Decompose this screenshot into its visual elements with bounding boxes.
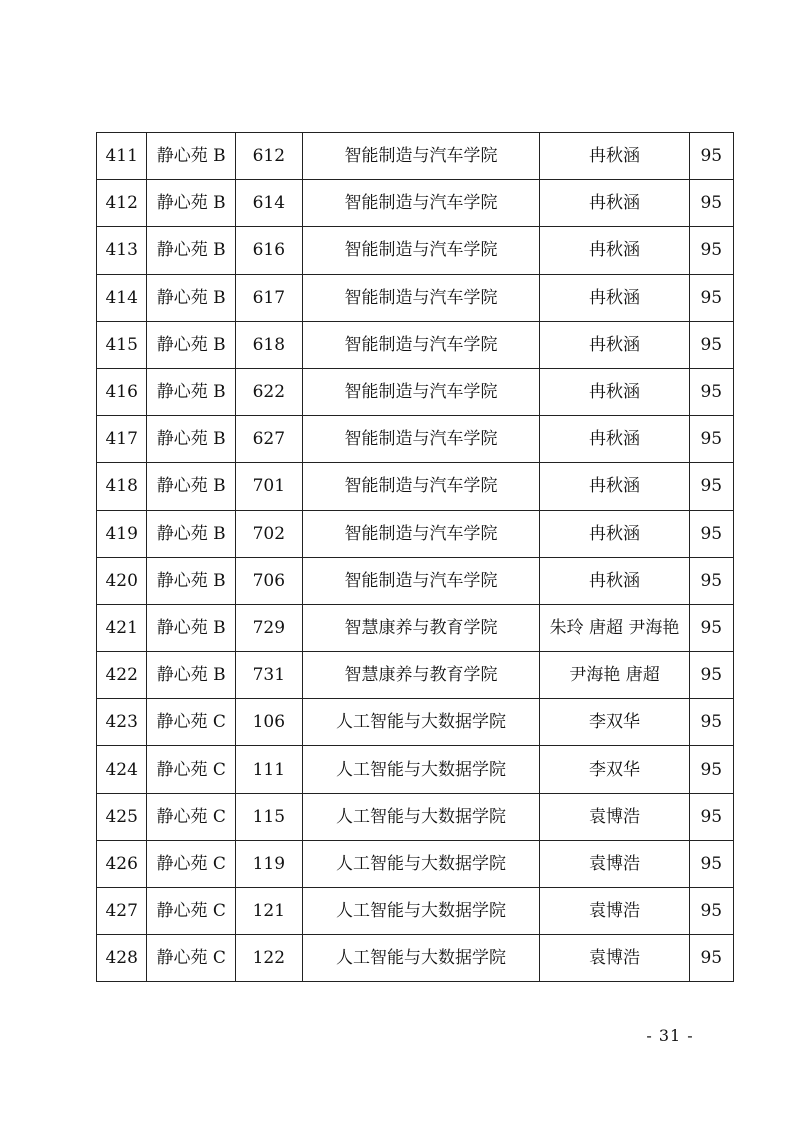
building-cell: 静心苑 B	[147, 416, 236, 463]
score-cell: 95	[689, 180, 733, 227]
table-row	[97, 416, 734, 463]
building-cell: 静心苑 B	[147, 652, 236, 699]
college-cell: 人工智能与大数据学院	[302, 793, 540, 840]
college-cell: 智能制造与汽车学院	[302, 274, 540, 321]
building-cell: 静心苑 C	[147, 888, 236, 935]
row-number-cell: 424	[97, 746, 147, 793]
table-row	[97, 133, 734, 180]
college-cell: 智能制造与汽车学院	[302, 416, 540, 463]
room-number-cell: 702	[236, 510, 303, 557]
building-cell: 静心苑 C	[147, 746, 236, 793]
row-number-cell: 423	[97, 699, 147, 746]
college-cell: 人工智能与大数据学院	[302, 888, 540, 935]
responsible-person-cell: 冉秋涵	[540, 368, 689, 415]
building-cell: 静心苑 C	[147, 699, 236, 746]
room-number-cell: 729	[236, 604, 303, 651]
row-number-cell: 414	[97, 274, 147, 321]
college-cell: 人工智能与大数据学院	[302, 746, 540, 793]
score-cell: 95	[689, 368, 733, 415]
responsible-person-cell: 冉秋涵	[540, 227, 689, 274]
responsible-person-cell: 冉秋涵	[540, 416, 689, 463]
table-row	[97, 557, 734, 604]
building-cell: 静心苑 C	[147, 793, 236, 840]
room-number-cell: 616	[236, 227, 303, 274]
room-number-cell: 111	[236, 746, 303, 793]
room-number-cell: 731	[236, 652, 303, 699]
building-cell: 静心苑 B	[147, 463, 236, 510]
row-number-cell: 422	[97, 652, 147, 699]
college-cell: 智能制造与汽车学院	[302, 463, 540, 510]
building-cell: 静心苑 B	[147, 227, 236, 274]
building-cell: 静心苑 B	[147, 274, 236, 321]
table-row	[97, 463, 734, 510]
score-cell: 95	[689, 699, 733, 746]
building-cell: 静心苑 C	[147, 935, 236, 982]
college-cell: 人工智能与大数据学院	[302, 840, 540, 887]
college-cell: 智能制造与汽车学院	[302, 133, 540, 180]
room-number-cell: 627	[236, 416, 303, 463]
row-number-cell: 420	[97, 557, 147, 604]
score-cell: 95	[689, 840, 733, 887]
score-cell: 95	[689, 604, 733, 651]
college-cell: 智能制造与汽车学院	[302, 180, 540, 227]
room-number-cell: 106	[236, 699, 303, 746]
college-cell: 智慧康养与教育学院	[302, 652, 540, 699]
room-number-cell: 122	[236, 935, 303, 982]
responsible-person-cell: 袁博浩	[540, 935, 689, 982]
score-cell: 95	[689, 321, 733, 368]
table-row	[97, 699, 734, 746]
row-number-cell: 418	[97, 463, 147, 510]
responsible-person-cell: 朱玲 唐超 尹海艳	[540, 604, 689, 651]
table-row	[97, 180, 734, 227]
room-number-cell: 617	[236, 274, 303, 321]
row-number-cell: 426	[97, 840, 147, 887]
row-number-cell: 417	[97, 416, 147, 463]
responsible-person-cell: 李双华	[540, 746, 689, 793]
building-cell: 静心苑 B	[147, 133, 236, 180]
table-body	[97, 133, 734, 982]
college-cell: 人工智能与大数据学院	[302, 935, 540, 982]
score-cell: 95	[689, 510, 733, 557]
room-number-cell: 121	[236, 888, 303, 935]
responsible-person-cell: 冉秋涵	[540, 321, 689, 368]
college-cell: 智能制造与汽车学院	[302, 557, 540, 604]
responsible-person-cell: 冉秋涵	[540, 463, 689, 510]
score-cell: 95	[689, 463, 733, 510]
table-row	[97, 227, 734, 274]
responsible-person-cell: 冉秋涵	[540, 180, 689, 227]
table-row	[97, 746, 734, 793]
college-cell: 智慧康养与教育学院	[302, 604, 540, 651]
room-number-cell: 622	[236, 368, 303, 415]
score-cell: 95	[689, 227, 733, 274]
score-cell: 95	[689, 133, 733, 180]
room-number-cell: 612	[236, 133, 303, 180]
building-cell: 静心苑 B	[147, 368, 236, 415]
page-number: - 31 -	[646, 1026, 694, 1045]
table-row	[97, 935, 734, 982]
responsible-person-cell: 李双华	[540, 699, 689, 746]
building-cell: 静心苑 B	[147, 180, 236, 227]
score-cell: 95	[689, 888, 733, 935]
building-cell: 静心苑 C	[147, 840, 236, 887]
responsible-person-cell: 袁博浩	[540, 840, 689, 887]
score-cell: 95	[689, 557, 733, 604]
college-cell: 智能制造与汽车学院	[302, 510, 540, 557]
table-row	[97, 652, 734, 699]
row-number-cell: 416	[97, 368, 147, 415]
row-number-cell: 419	[97, 510, 147, 557]
table-row	[97, 510, 734, 557]
college-cell: 智能制造与汽车学院	[302, 321, 540, 368]
score-cell: 95	[689, 274, 733, 321]
row-number-cell: 421	[97, 604, 147, 651]
score-cell: 95	[689, 793, 733, 840]
score-cell: 95	[689, 416, 733, 463]
room-number-cell: 115	[236, 793, 303, 840]
building-cell: 静心苑 B	[147, 321, 236, 368]
score-cell: 95	[689, 935, 733, 982]
room-number-cell: 614	[236, 180, 303, 227]
college-cell: 智能制造与汽车学院	[302, 368, 540, 415]
score-cell: 95	[689, 652, 733, 699]
room-number-cell: 701	[236, 463, 303, 510]
table-row	[97, 604, 734, 651]
room-number-cell: 706	[236, 557, 303, 604]
table-row	[97, 840, 734, 887]
table-row	[97, 793, 734, 840]
table-row	[97, 321, 734, 368]
college-cell: 人工智能与大数据学院	[302, 699, 540, 746]
responsible-person-cell: 冉秋涵	[540, 557, 689, 604]
responsible-person-cell: 尹海艳 唐超	[540, 652, 689, 699]
row-number-cell: 428	[97, 935, 147, 982]
building-cell: 静心苑 B	[147, 557, 236, 604]
college-cell: 智能制造与汽车学院	[302, 227, 540, 274]
score-cell: 95	[689, 746, 733, 793]
row-number-cell: 415	[97, 321, 147, 368]
table-row	[97, 888, 734, 935]
responsible-person-cell: 袁博浩	[540, 793, 689, 840]
row-number-cell: 425	[97, 793, 147, 840]
row-number-cell: 411	[97, 133, 147, 180]
table-row	[97, 368, 734, 415]
dormitory-score-table	[96, 132, 734, 982]
building-cell: 静心苑 B	[147, 510, 236, 557]
room-number-cell: 119	[236, 840, 303, 887]
row-number-cell: 412	[97, 180, 147, 227]
row-number-cell: 427	[97, 888, 147, 935]
responsible-person-cell: 袁博浩	[540, 888, 689, 935]
row-number-cell: 413	[97, 227, 147, 274]
responsible-person-cell: 冉秋涵	[540, 274, 689, 321]
responsible-person-cell: 冉秋涵	[540, 133, 689, 180]
table-row	[97, 274, 734, 321]
building-cell: 静心苑 B	[147, 604, 236, 651]
room-number-cell: 618	[236, 321, 303, 368]
responsible-person-cell: 冉秋涵	[540, 510, 689, 557]
